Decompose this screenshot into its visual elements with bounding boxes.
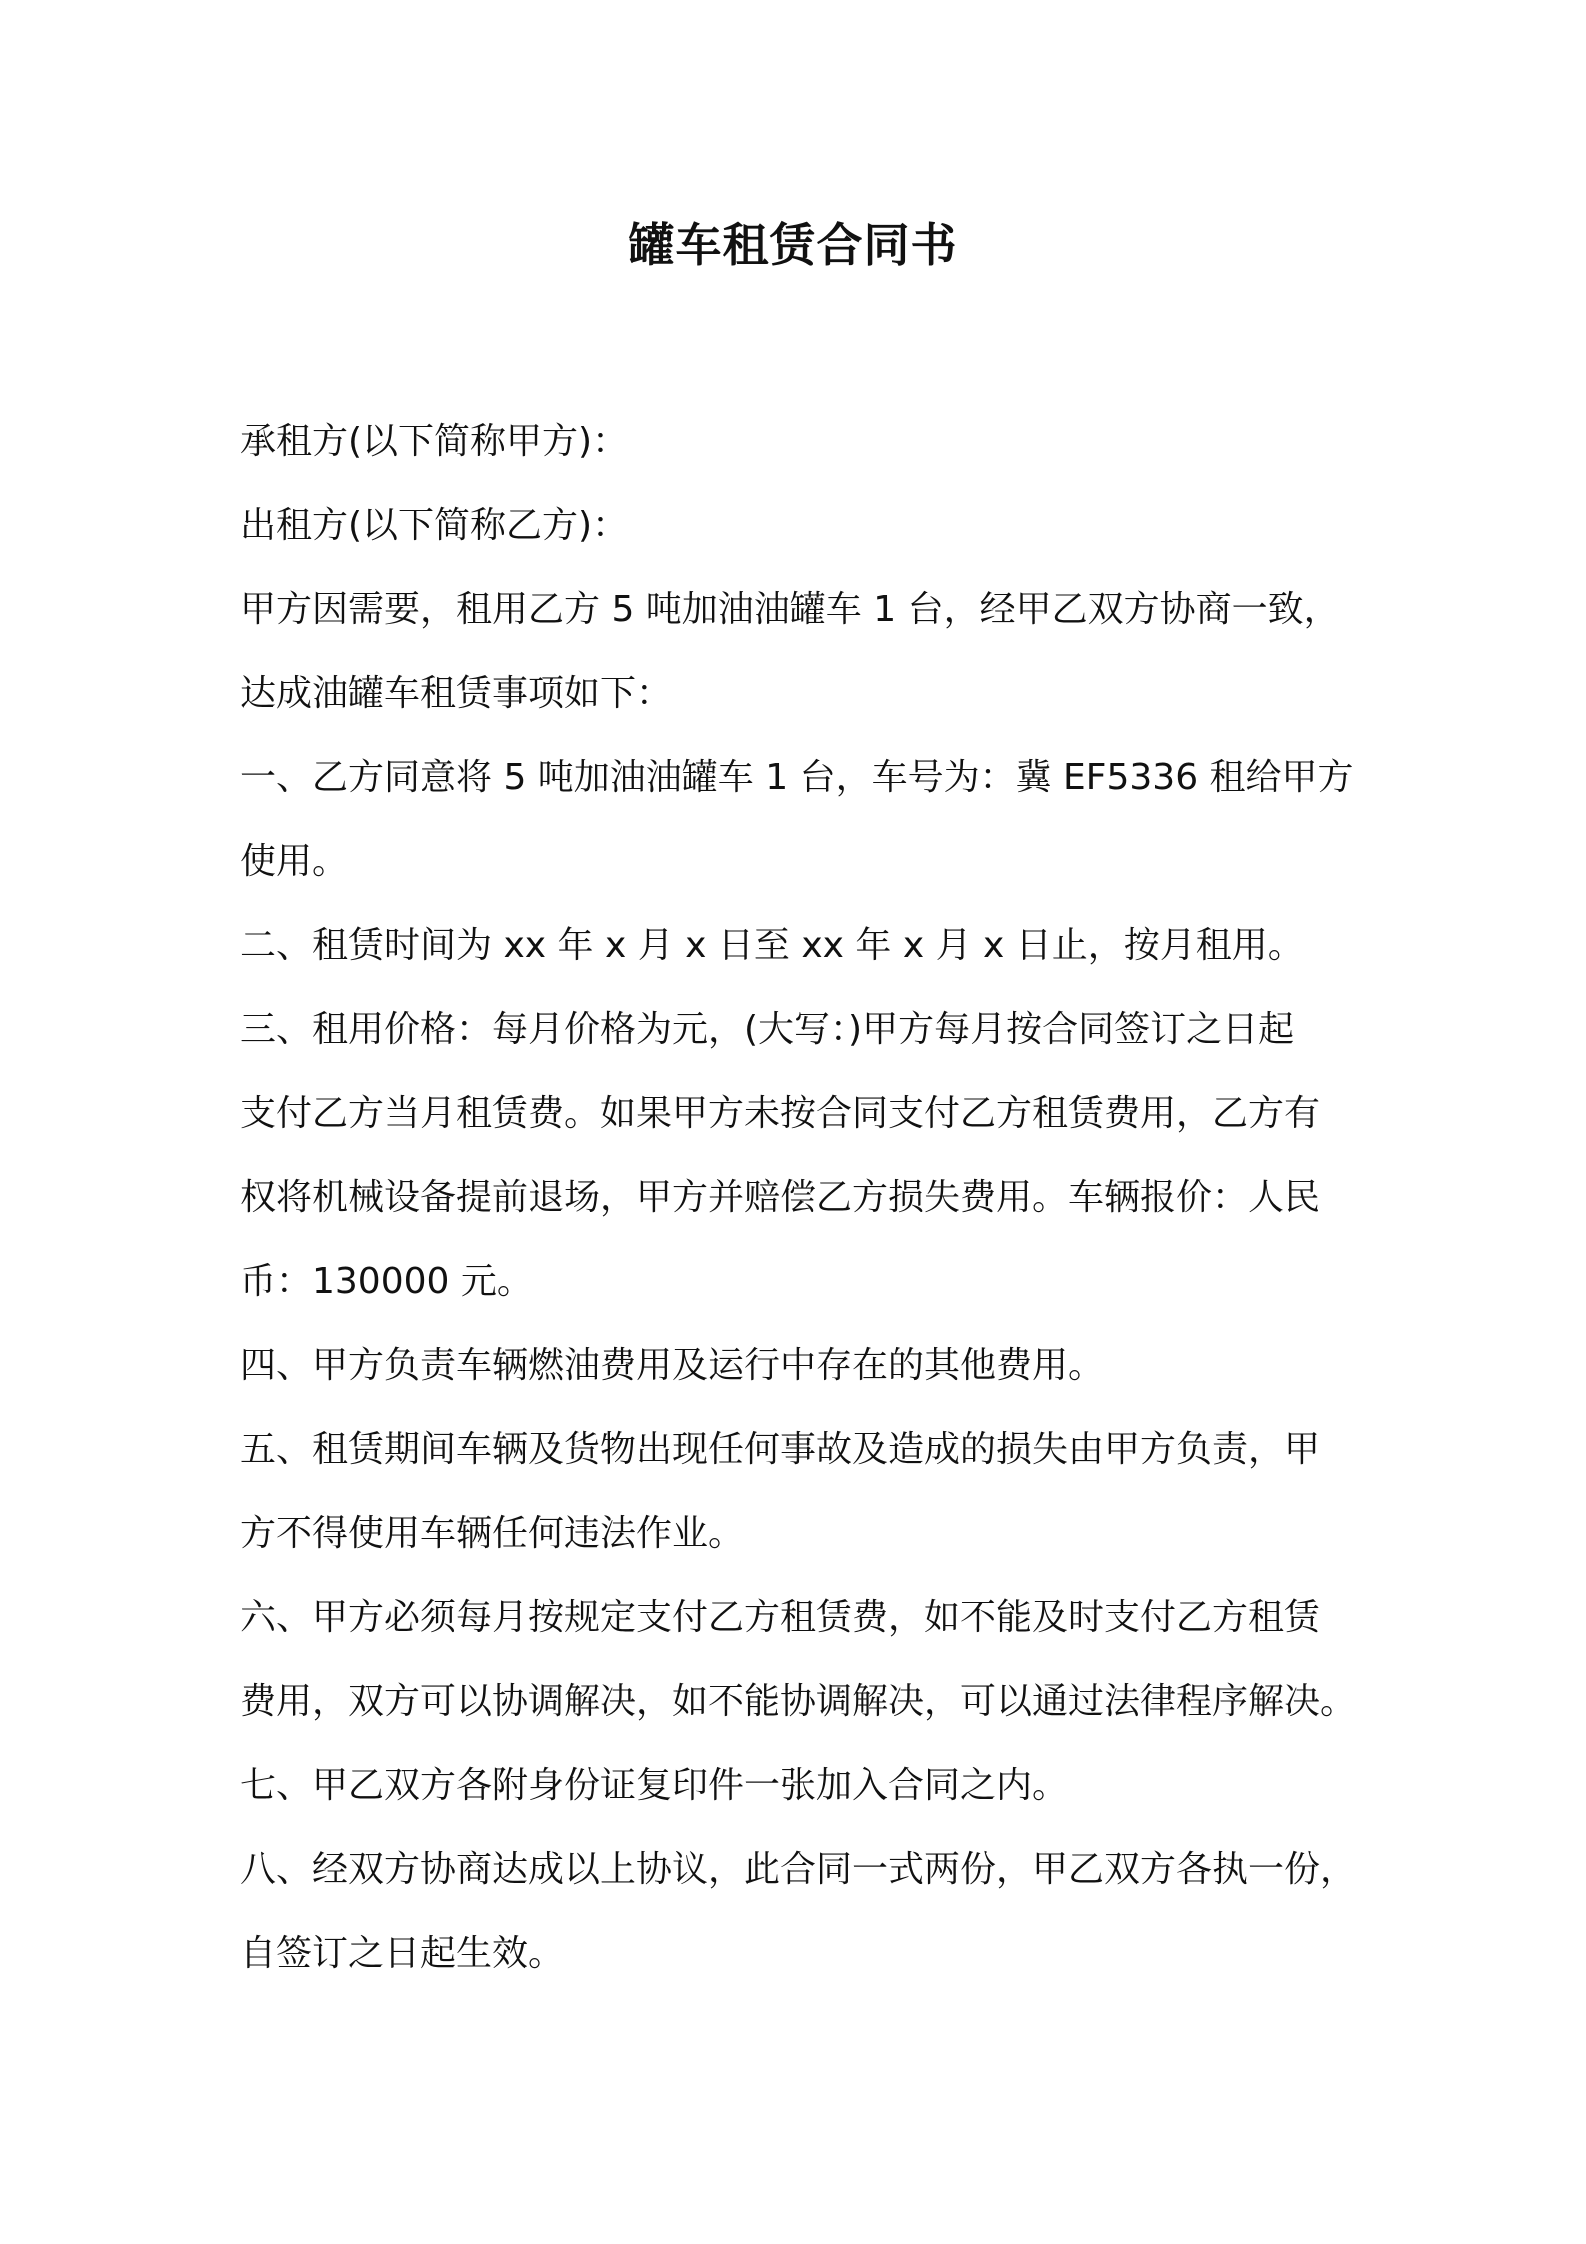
clause-3-line-4: 币：130000 元。 <box>240 1261 533 1302</box>
clause-4-line-1: 四、甲方负责车辆燃油费用及运行中存在的其他费用。 <box>240 1345 1105 1386</box>
party-a-line: 承租方(以下简称甲方)： <box>240 421 629 462</box>
clause-3-line-2: 支付乙方当月租赁费。如果甲方未按合同支付乙方租赁费用，乙方有 <box>240 1093 1321 1134</box>
clause-1-line-1: 一、乙方同意将 5 吨加油油罐车 1 台，车号为：冀 EF5336 租给甲方 <box>240 757 1354 798</box>
clause-7-line-1: 七、甲乙双方各附身份证复印件一张加入合同之内。 <box>240 1765 1069 1806</box>
clause-3-line-3: 权将机械设备提前退场，甲方并赔偿乙方损失费用。车辆报价：人民 <box>240 1177 1321 1218</box>
clause-2-line-1: 二、租赁时间为 xx 年 x 月 x 日至 xx 年 x 月 x 日止，按月租用。 <box>240 925 1304 966</box>
clause-5-line-1: 五、租赁期间车辆及货物出现任何事故及造成的损失由甲方负责，甲 <box>240 1429 1321 1470</box>
document-title: 罐车租赁合同书 <box>628 218 958 272</box>
party-b-line: 出租方(以下简称乙方)： <box>240 505 629 546</box>
intro-line-2: 达成油罐车租赁事项如下： <box>240 673 673 714</box>
document-body <box>240 400 1360 1996</box>
clause-8-line-2: 自签订之日起生效。 <box>240 1933 565 1974</box>
intro-line-1: 甲方因需要，租用乙方 5 吨加油油罐车 1 台，经甲乙双方协商一致， <box>240 589 1340 630</box>
clause-6-line-2: 费用，双方可以协调解决，如不能协调解决，可以通过法律程序解决。 <box>240 1681 1357 1722</box>
clause-8-line-1: 八、经双方协商达成以上协议，此合同一式两份，甲乙双方各执一份， <box>240 1849 1357 1890</box>
clause-6-line-1: 六、甲方必须每月按规定支付乙方租赁费，如不能及时支付乙方租赁 <box>240 1597 1321 1638</box>
clause-1-line-2: 使用。 <box>240 841 349 882</box>
clause-3-line-1: 三、租用价格：每月价格为元，(大写：)甲方每月按合同签订之日起 <box>240 1009 1295 1050</box>
clause-5-line-2: 方不得使用车辆任何违法作业。 <box>240 1513 745 1554</box>
